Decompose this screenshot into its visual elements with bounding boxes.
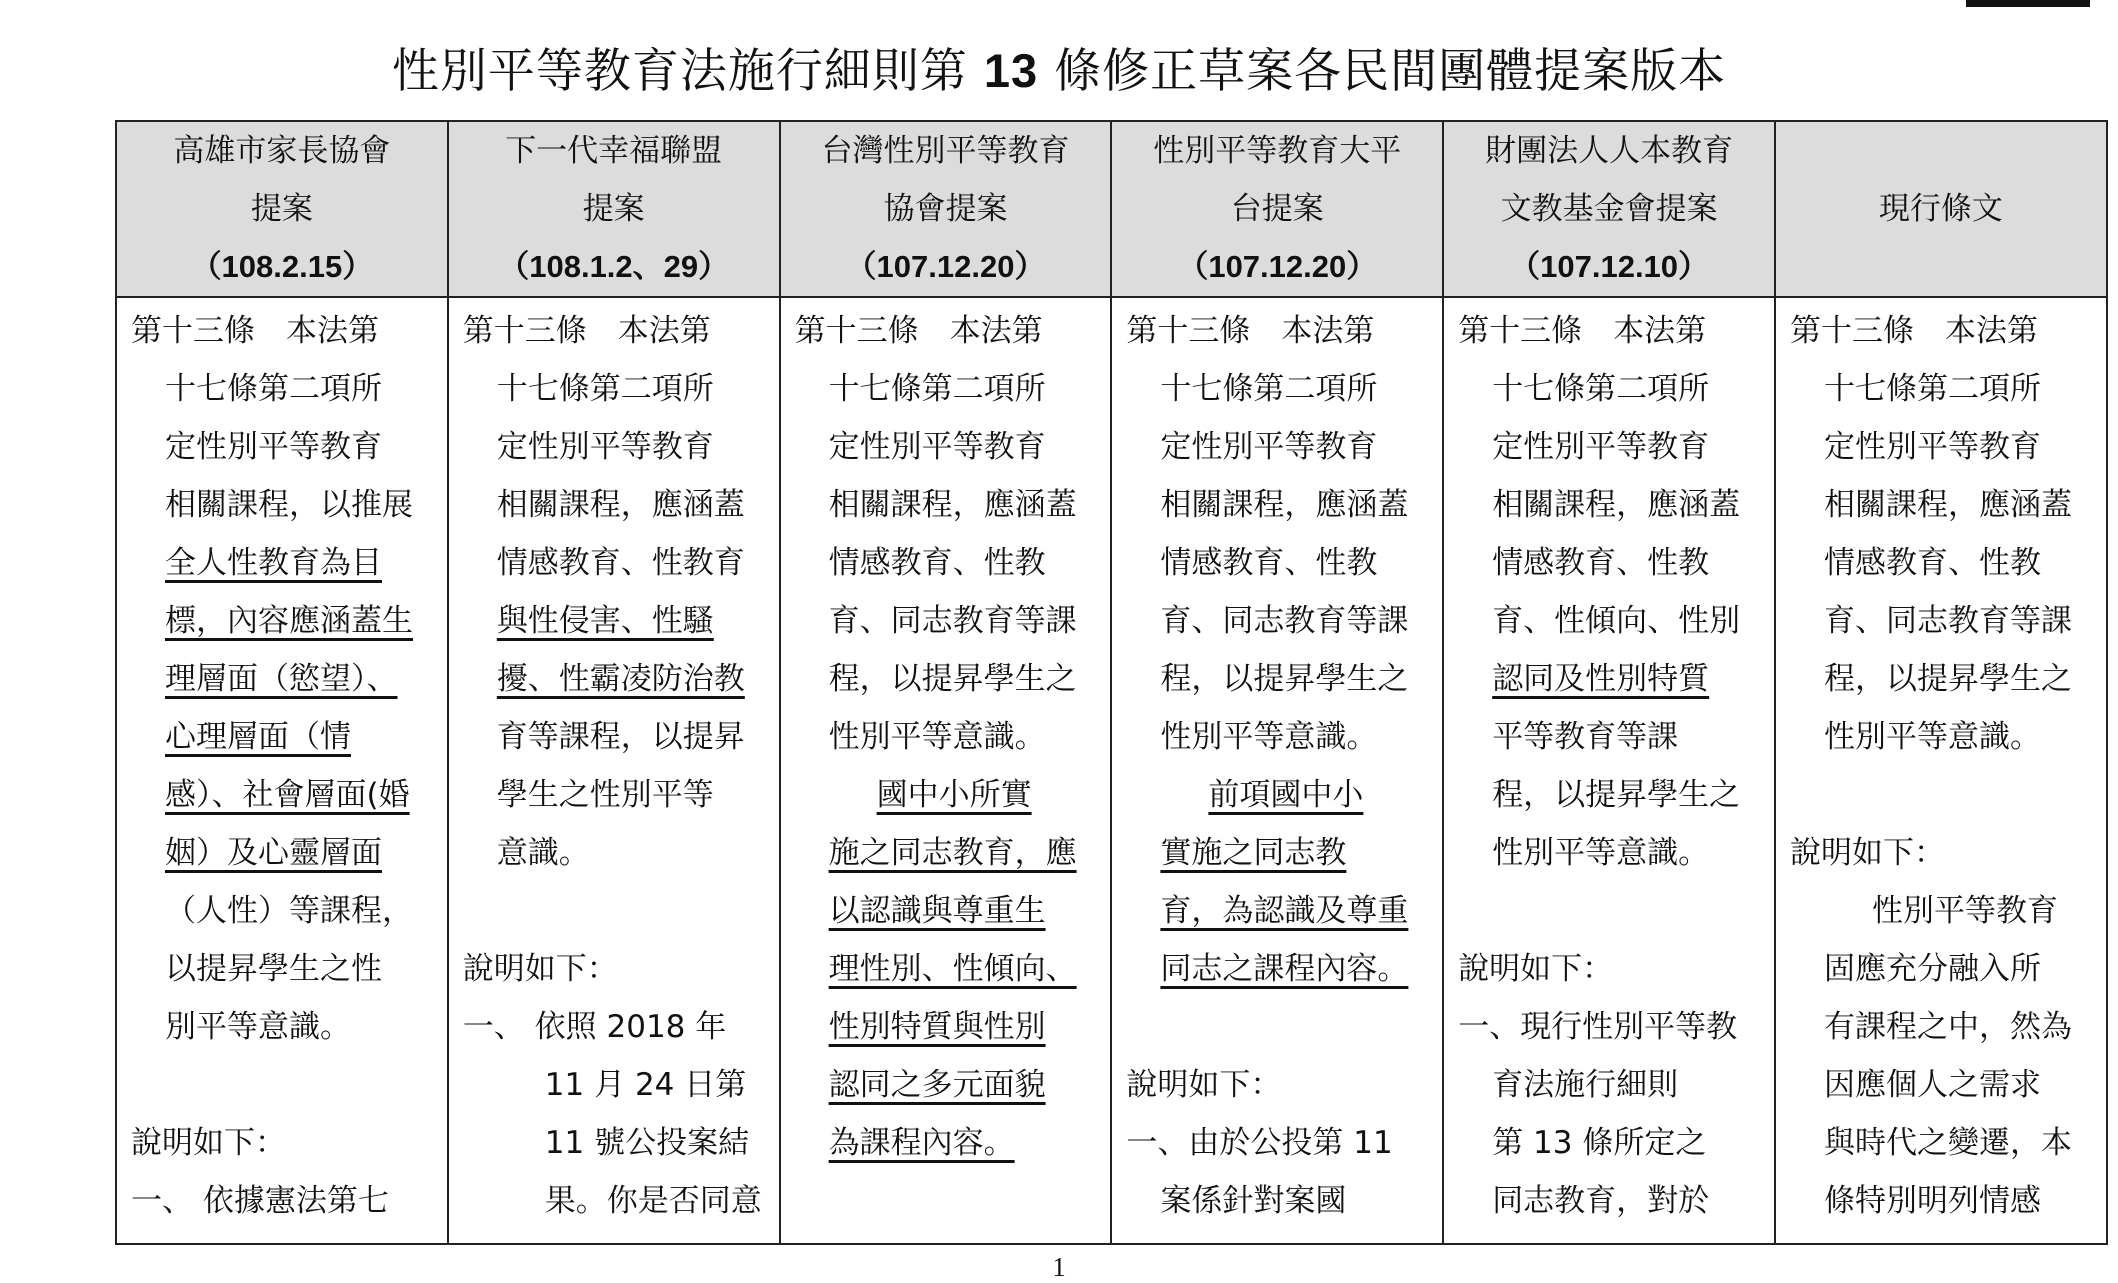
title-suffix: 條修正草案各民間團體提案版本 bbox=[1038, 44, 1727, 99]
text-line bbox=[1790, 302, 2094, 360]
text-line bbox=[463, 824, 767, 882]
page-number: 1 bbox=[1052, 1252, 1066, 1282]
text-line bbox=[131, 534, 435, 592]
text-line bbox=[1790, 824, 2094, 882]
text-line-content: 相關課程，應涵蓋 bbox=[496, 487, 745, 523]
text-line-content: 育、同志教育等課 bbox=[1160, 603, 1409, 639]
text-line bbox=[1458, 1172, 1762, 1230]
text-line bbox=[1790, 418, 2094, 476]
header-line2: 協會提案 bbox=[883, 191, 1008, 227]
text-line bbox=[1126, 476, 1430, 534]
text-line bbox=[1126, 534, 1430, 592]
text-line-content: 情感教育、性教 bbox=[1160, 545, 1378, 581]
text-line-content: 情感教育、性教 bbox=[828, 545, 1046, 581]
text-line-content: 第十三條 本法第 bbox=[462, 313, 711, 349]
text-line-content: 平等教育等課 bbox=[1492, 719, 1679, 755]
text-line-content: 說明如下： bbox=[131, 1125, 286, 1161]
text-line bbox=[463, 940, 767, 998]
text-line bbox=[1126, 418, 1430, 476]
text-line bbox=[131, 766, 435, 824]
text-line-content: 心理層面（情 bbox=[165, 719, 351, 755]
text-line-content: 國中小所實 bbox=[876, 777, 1032, 813]
text-line-content: 十七條第二項所 bbox=[165, 371, 382, 407]
text-line bbox=[1126, 650, 1430, 708]
text-line-content: 姻）及心靈層面 bbox=[165, 835, 382, 871]
text-line-content: 為課程內容。 bbox=[828, 1125, 1015, 1161]
text-line bbox=[1126, 1056, 1430, 1114]
text-line bbox=[1126, 882, 1430, 940]
text-line bbox=[1126, 1172, 1430, 1230]
text-line bbox=[1790, 708, 2094, 766]
text-line-content: 定性別平等教育 bbox=[496, 429, 714, 465]
text-line bbox=[795, 360, 1099, 418]
proposal-text-gender-equity-association bbox=[780, 297, 1112, 1244]
text-line bbox=[1790, 592, 2094, 650]
text-line bbox=[131, 1114, 435, 1172]
text-line bbox=[1790, 998, 2094, 1056]
text-line-content: 定性別平等教育 bbox=[1160, 429, 1378, 465]
title-article-number: 13 bbox=[983, 44, 1039, 97]
text-line bbox=[463, 302, 767, 360]
header-date: （107.12.20） bbox=[845, 249, 1046, 284]
text-line-content: 感）、社會層面(婚 bbox=[165, 777, 410, 813]
text-line bbox=[1126, 708, 1430, 766]
text-line-content: 一、 依照 2018 年 bbox=[462, 1009, 727, 1045]
text-line-content: 說明如下： bbox=[1458, 951, 1614, 987]
header-next-generation-happiness-alliance bbox=[448, 121, 780, 297]
text-line-content: 相關課程，應涵蓋 bbox=[1492, 487, 1741, 523]
text-line-content: 情感教育、性教 bbox=[1492, 545, 1710, 581]
text-line bbox=[463, 650, 767, 708]
text-line bbox=[1126, 998, 1430, 1056]
text-line-content: 第十三條 本法第 bbox=[794, 313, 1043, 349]
text-line bbox=[1790, 940, 2094, 998]
table-header-row bbox=[116, 121, 2107, 297]
text-line bbox=[1790, 1056, 2094, 1114]
text-line-content: 擾、性霸凌防治教 bbox=[496, 661, 745, 697]
text-line bbox=[795, 1056, 1099, 1114]
header-date: （107.12.20） bbox=[1177, 249, 1378, 284]
text-line-content: 性別平等意識。 bbox=[1823, 719, 2041, 755]
text-line bbox=[1126, 766, 1430, 824]
text-line-content: 一、由於公投第 11 bbox=[1126, 1125, 1393, 1161]
text-line-content: 標，內容應涵蓋生 bbox=[165, 603, 413, 639]
text-line-content: 第十三條 本法第 bbox=[1789, 313, 2038, 349]
header-line1: 性別平等教育大平 bbox=[1153, 133, 1402, 169]
text-line bbox=[1458, 302, 1762, 360]
text-line bbox=[131, 476, 435, 534]
text-line-content: 說明如下： bbox=[462, 951, 618, 987]
text-line-content: 十七條第二項所 bbox=[1160, 371, 1378, 407]
text-line-content: 以認識與尊重生 bbox=[828, 893, 1046, 929]
text-line-content: 程，以提昇學生之 bbox=[1492, 777, 1741, 813]
text-line-content: 以提昇學生之性 bbox=[165, 951, 382, 987]
text-line bbox=[1790, 650, 2094, 708]
text-line bbox=[131, 302, 435, 360]
text-line bbox=[1458, 650, 1762, 708]
text-line-content: 第 13 條所定之 bbox=[1492, 1125, 1707, 1161]
header-current-article bbox=[1775, 121, 2107, 297]
text-line-content: 第十三條 本法第 bbox=[131, 313, 379, 349]
text-line-content: 因應個人之需求 bbox=[1823, 1067, 2041, 1103]
text-line bbox=[131, 882, 435, 940]
proposal-comparison-table bbox=[115, 120, 2108, 1245]
text-line-content: 定性別平等教育 bbox=[1823, 429, 2041, 465]
text-line-content: 情感教育、性教育 bbox=[496, 545, 745, 581]
text-line bbox=[131, 592, 435, 650]
text-line-content: 育、性傾向、性別 bbox=[1492, 603, 1741, 639]
text-line bbox=[1790, 766, 2094, 824]
text-line bbox=[131, 360, 435, 418]
header-gender-equality-education-platform bbox=[1111, 121, 1443, 297]
text-line bbox=[1126, 592, 1430, 650]
text-line-content: 育、同志教育等課 bbox=[1823, 603, 2072, 639]
text-line bbox=[463, 592, 767, 650]
text-line-content: 一、現行性別平等教 bbox=[1458, 1009, 1738, 1045]
text-line bbox=[463, 476, 767, 534]
text-line-content: 條特別明列情感 bbox=[1823, 1183, 2041, 1219]
text-line bbox=[463, 882, 767, 940]
text-line bbox=[463, 534, 767, 592]
header-date: （108.1.2、29） bbox=[498, 249, 730, 284]
text-line bbox=[463, 708, 767, 766]
text-line-content: 十七條第二項所 bbox=[496, 371, 714, 407]
text-line bbox=[1790, 476, 2094, 534]
text-line bbox=[1790, 1114, 2094, 1172]
text-line-content: （人性）等課程， bbox=[165, 893, 413, 929]
text-line bbox=[131, 708, 435, 766]
text-line-content: 11 號公投案結 bbox=[544, 1125, 750, 1161]
text-line-content: 程，以提昇學生之 bbox=[1823, 661, 2072, 697]
header-line2: 文教基金會提案 bbox=[1500, 191, 1718, 227]
text-line-content: 理性別、性傾向、 bbox=[828, 951, 1077, 987]
text-line-content: 與性侵害、性騷 bbox=[496, 603, 714, 639]
proposal-text-education-platform bbox=[1111, 297, 1443, 1244]
text-line-content: 性別特質與性別 bbox=[828, 1009, 1046, 1045]
text-line bbox=[1790, 882, 2094, 940]
text-line-content: 十七條第二項所 bbox=[828, 371, 1046, 407]
text-line-content: 定性別平等教育 bbox=[165, 429, 382, 465]
text-line bbox=[1126, 1114, 1430, 1172]
text-line bbox=[795, 592, 1099, 650]
text-line bbox=[1458, 882, 1762, 940]
header-line1: 台灣性別平等教育 bbox=[821, 133, 1070, 169]
text-line-content: 相關課程，以推展 bbox=[165, 487, 413, 523]
text-line bbox=[131, 940, 435, 998]
text-line bbox=[1126, 360, 1430, 418]
text-line bbox=[1790, 534, 2094, 592]
text-line-content: 同志之課程內容。 bbox=[1160, 951, 1409, 987]
proposal-text-kaohsiung bbox=[116, 297, 448, 1244]
text-line bbox=[463, 766, 767, 824]
text-line bbox=[1458, 1056, 1762, 1114]
proposal-text-next-generation bbox=[448, 297, 780, 1244]
text-line bbox=[1458, 708, 1762, 766]
header-line1: 財團法人人本教育 bbox=[1485, 133, 1734, 169]
header-kaohsiung-parents-association bbox=[116, 121, 448, 297]
text-line bbox=[131, 418, 435, 476]
text-line bbox=[463, 418, 767, 476]
text-line bbox=[463, 360, 767, 418]
header-line2: 提案 bbox=[582, 191, 645, 227]
header-line1: 高雄市家長協會 bbox=[173, 133, 391, 169]
text-line-content: 學生之性別平等 bbox=[496, 777, 714, 813]
header-date: （108.2.15） bbox=[190, 249, 374, 284]
text-line-content: 相關課程，應涵蓋 bbox=[1160, 487, 1409, 523]
header-line2: 現行條文 bbox=[1878, 191, 2003, 227]
text-line bbox=[795, 940, 1099, 998]
text-line bbox=[131, 1056, 435, 1114]
text-line bbox=[131, 998, 435, 1056]
current-article-text bbox=[1775, 297, 2107, 1244]
text-line-content: 一、 依據憲法第七 bbox=[131, 1183, 389, 1219]
text-line bbox=[795, 1172, 1099, 1230]
text-line bbox=[1126, 824, 1430, 882]
text-line bbox=[1458, 360, 1762, 418]
text-line bbox=[131, 650, 435, 708]
header-line2: 提案 bbox=[250, 191, 313, 227]
table-body-row bbox=[116, 297, 2107, 1244]
text-line-content: 育等課程，以提昇 bbox=[496, 719, 745, 755]
text-line bbox=[795, 302, 1099, 360]
text-line bbox=[463, 1114, 767, 1172]
text-line-content: 理層面（慾望）、 bbox=[165, 661, 398, 697]
text-line-content: 程，以提昇學生之 bbox=[1160, 661, 1409, 697]
text-line-content: 性別平等意識。 bbox=[1160, 719, 1378, 755]
text-line-content: 相關課程，應涵蓋 bbox=[828, 487, 1077, 523]
title-prefix: 性別平等教育法施行細則第 bbox=[391, 44, 984, 99]
text-line bbox=[795, 650, 1099, 708]
text-line bbox=[1126, 302, 1430, 360]
text-line-content: 認同及性別特質 bbox=[1492, 661, 1710, 697]
text-line-content: 果。你是否同意 bbox=[544, 1183, 762, 1219]
text-line-content: 同志教育，對於 bbox=[1492, 1183, 1710, 1219]
text-line bbox=[795, 824, 1099, 882]
text-line-content: 說明如下： bbox=[1126, 1067, 1282, 1103]
text-line bbox=[1458, 824, 1762, 882]
text-line-content: 意識。 bbox=[496, 835, 590, 871]
text-line bbox=[795, 882, 1099, 940]
text-line bbox=[795, 418, 1099, 476]
text-line bbox=[131, 824, 435, 882]
text-line bbox=[1458, 534, 1762, 592]
text-line bbox=[795, 534, 1099, 592]
text-line bbox=[1126, 940, 1430, 998]
document-title bbox=[0, 34, 2118, 101]
text-line bbox=[463, 998, 767, 1056]
header-date: （107.12.10） bbox=[1509, 249, 1710, 284]
text-line-content: 認同之多元面貌 bbox=[828, 1067, 1046, 1103]
text-line-content: 說明如下： bbox=[1789, 835, 1945, 871]
text-line-content: 程，以提昇學生之 bbox=[828, 661, 1077, 697]
text-line bbox=[131, 1172, 435, 1230]
header-line1: 下一代幸福聯盟 bbox=[505, 133, 723, 169]
text-line bbox=[463, 1056, 767, 1114]
text-line-content: 第十三條 本法第 bbox=[1126, 313, 1375, 349]
text-line bbox=[795, 476, 1099, 534]
text-line-content: 育法施行細則 bbox=[1492, 1067, 1679, 1103]
page-corner-mark bbox=[1966, 0, 2090, 7]
text-line-content: 育、同志教育等課 bbox=[828, 603, 1077, 639]
text-line bbox=[795, 998, 1099, 1056]
text-line bbox=[795, 708, 1099, 766]
text-line bbox=[1458, 940, 1762, 998]
text-line-content: 案係針對案國 bbox=[1160, 1183, 1347, 1219]
text-line-content: 11 月 24 日第 bbox=[544, 1067, 747, 1103]
text-line-content: 十七條第二項所 bbox=[1823, 371, 2041, 407]
header-gender-equity-education-association bbox=[780, 121, 1112, 297]
text-line-content: 情感教育、性教 bbox=[1823, 545, 2041, 581]
text-line bbox=[1458, 998, 1762, 1056]
text-line-content: 相關課程，應涵蓋 bbox=[1823, 487, 2072, 523]
text-line-content: 固應充分融入所 bbox=[1823, 951, 2041, 987]
text-line bbox=[1458, 766, 1762, 824]
text-line-content: 有課程之中，然為 bbox=[1823, 1009, 2072, 1045]
text-line bbox=[1458, 1114, 1762, 1172]
text-line bbox=[1458, 476, 1762, 534]
text-line-content: 性別平等意識。 bbox=[828, 719, 1046, 755]
header-line2: 台提案 bbox=[1230, 191, 1324, 227]
text-line-content: 施之同志教育，應 bbox=[828, 835, 1077, 871]
text-line bbox=[1458, 592, 1762, 650]
proposal-text-humanistic-foundation bbox=[1443, 297, 1775, 1244]
text-line-content: 十七條第二項所 bbox=[1492, 371, 1710, 407]
text-line-content: 與時代之變遷，本 bbox=[1823, 1125, 2072, 1161]
text-line-content: 定性別平等教育 bbox=[1492, 429, 1710, 465]
text-line bbox=[795, 1114, 1099, 1172]
text-line-content: 性別平等教育 bbox=[1871, 893, 2058, 929]
text-line bbox=[1790, 1172, 2094, 1230]
text-line-content: 別平等意識。 bbox=[165, 1009, 351, 1045]
text-line-content: 性別平等意識。 bbox=[1492, 835, 1710, 871]
header-humanistic-education-foundation bbox=[1443, 121, 1775, 297]
text-line-content: 第十三條 本法第 bbox=[1458, 313, 1707, 349]
text-line bbox=[1790, 360, 2094, 418]
text-line-content: 前項國中小 bbox=[1208, 777, 1364, 813]
text-line-content: 實施之同志教 bbox=[1160, 835, 1347, 871]
text-line-content: 定性別平等教育 bbox=[828, 429, 1046, 465]
text-line bbox=[795, 766, 1099, 824]
text-line bbox=[1458, 418, 1762, 476]
text-line-content: 育，為認識及尊重 bbox=[1160, 893, 1409, 929]
text-line-content: 全人性教育為目 bbox=[165, 545, 382, 581]
text-line bbox=[463, 1172, 767, 1230]
